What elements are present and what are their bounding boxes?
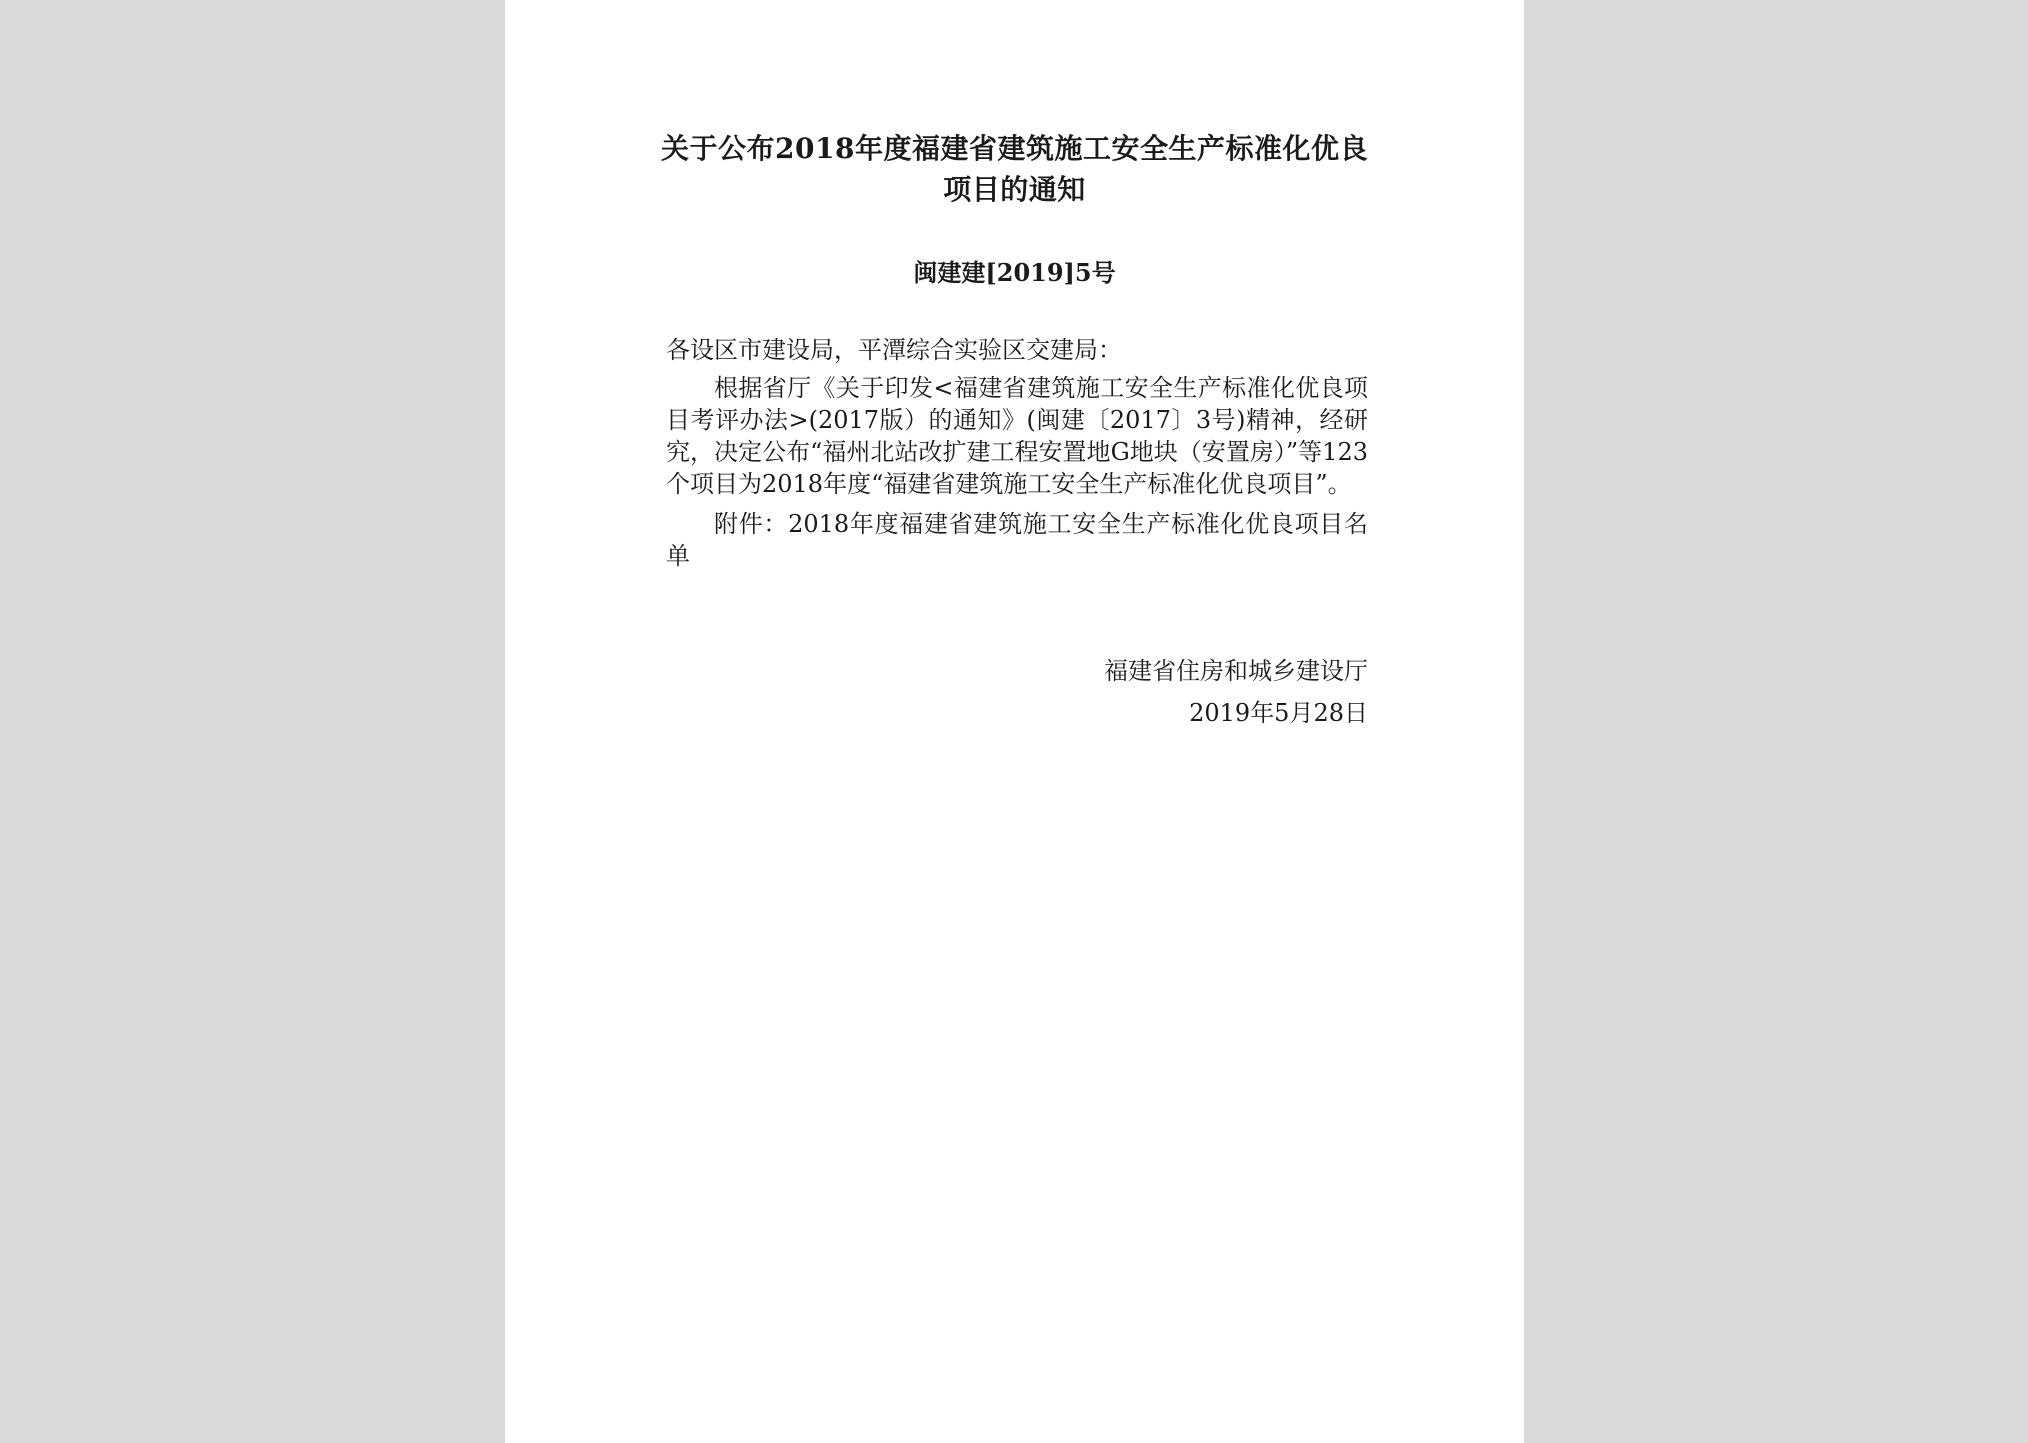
attachment-note: 附件：2018年度福建省建筑施工安全生产标准化优良项目名单 [666,510,1368,570]
document-body [666,334,1368,580]
document-title [505,128,1524,210]
title-line-1: 关于公布2018年度福建省建筑施工安全生产标准化优良 [661,132,1368,165]
document-page [505,0,1524,1443]
salutation: 各设区市建设局，平潭综合实验区交建局： [666,336,1122,364]
signature-block [666,650,1368,734]
title-line-2: 项目的通知 [943,173,1086,206]
document-number: 闽建建[2019]5号 [913,258,1116,287]
issuer-name: 福建省住房和城乡建设厅 [1104,657,1368,685]
issue-date: 2019年5月28日 [1189,699,1368,727]
main-paragraph: 根据省厅《关于印发<福建省建筑施工安全生产标准化优良项目考评办法>(2017版）的通知》(闽建〔2017〕3号)精神，经研究，决定公布“福州北站改扩建工程安置地G地块（安置房）”等123个项目为2018年度“福建省建筑施工安全生产标准化优良项目”。 [666,374,1368,498]
